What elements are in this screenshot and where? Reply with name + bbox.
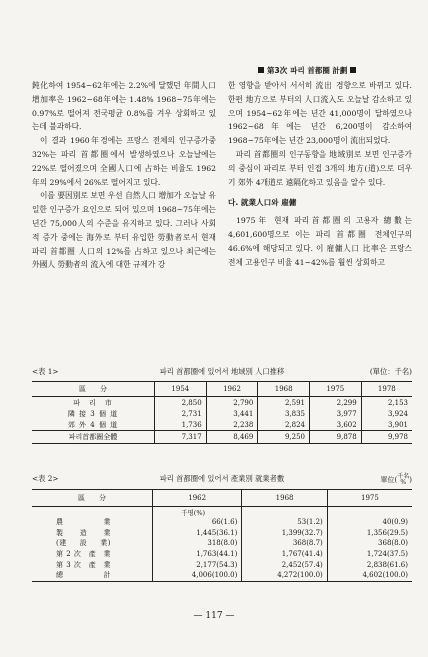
table2-unit	[381, 474, 412, 486]
table-cell: 1,445(36.1)	[153, 528, 242, 539]
table1-year-header: 1975	[310, 382, 362, 397]
label-part: 第 2 次	[56, 550, 82, 559]
table-cell: 7,317	[155, 431, 207, 444]
row-label	[32, 549, 153, 560]
label-part: 計	[103, 571, 111, 580]
row-label	[32, 570, 153, 581]
row-label	[32, 517, 153, 528]
table2	[32, 489, 412, 582]
table1-year-header: 1968	[258, 382, 310, 397]
table-cell: 9,978	[361, 431, 412, 444]
table-cell: 4,602(100.0)	[327, 570, 412, 581]
square-bullet-icon	[258, 67, 264, 73]
table2-unit-row	[32, 507, 412, 518]
table2-caption	[32, 474, 412, 486]
row-label: 隣 接 3 個 道	[67, 409, 119, 418]
table-cell: 3,924	[361, 408, 412, 419]
table-cell: 1,724(37.5)	[327, 549, 412, 560]
table-cell: 318(8.0)	[153, 538, 242, 549]
header-title: 파리 首都圈 計劃	[290, 65, 348, 75]
table1-title: 파리 首都圈에 있어서 地域別 人口推移	[159, 367, 285, 376]
unit-fraction	[397, 474, 409, 486]
table-row	[32, 570, 412, 581]
table-cell: 2,177(54.3)	[153, 559, 242, 570]
label-part: 業	[103, 560, 111, 569]
table1-year-header: 1962	[206, 382, 258, 397]
label-part: 設	[79, 539, 88, 548]
label-part: (建	[56, 539, 67, 548]
table-cell: 2,299	[310, 397, 362, 409]
table1-caption	[32, 367, 412, 379]
table-row	[32, 528, 412, 539]
table1-year-header: 1978	[361, 382, 412, 397]
chapter-label: 第3次	[267, 65, 288, 75]
running-header	[258, 64, 408, 76]
table-cell: 4,006(100.0)	[153, 570, 242, 581]
label-part: 業	[103, 528, 111, 537]
label-part: 第 3 次	[56, 560, 82, 569]
row-label: 파 리 市	[73, 398, 113, 407]
label-part: 總	[56, 571, 64, 580]
body-paragraph: 1975年 현재 파리首都圈의 고용자 總數는 4,601,600명으로 이는 파리 首都圈 전체인구의 46.6%에 해당되고 있다. 이 雇傭人口 比率은 프랑스 전체 고용인구 비율 41~42%를 훨씬 상회하고	[228, 216, 412, 267]
body-paragraph: 한 영향을 받아서 서서히 流出 경향으로 바뀌고 있다. 한편 地方으로 부터의 人口流入도 오늘날 감소하고 있으며 1954~62年에는 년간 41,000명이 달하였으나 1962~68年에는 년간 6,200명이 감소하여 1968~75年에는 년간 23,000명이 流出되었다.	[228, 81, 412, 146]
table-cell: 368(8.0)	[327, 538, 412, 549]
label-part: 業)	[100, 539, 111, 548]
row-label	[32, 559, 153, 570]
table1-label: <表 1>	[32, 367, 59, 376]
table2-title: 파리 首都圈에 있어서 產業別 就業者數	[159, 474, 285, 483]
table-row	[32, 549, 412, 560]
empty-cell	[327, 507, 412, 518]
table-cell: 2,452(57.4)	[242, 559, 327, 570]
table-cell: 40(0.9)	[327, 517, 412, 528]
table-cell: 8,469	[206, 431, 258, 444]
table-cell: 2,238	[206, 419, 258, 431]
table1	[32, 381, 412, 444]
table-row	[32, 538, 412, 549]
table-cell: 3,441	[206, 408, 258, 419]
label-part: 造	[79, 528, 88, 537]
table2-region-header: 區 分	[32, 490, 153, 507]
table1-unit: (單位：千名)	[369, 367, 412, 376]
row-label: 郊 外 4 個 道	[67, 420, 119, 429]
table-cell: 2,591	[258, 397, 310, 409]
unit-row-label: 千명(%)	[153, 507, 242, 518]
table-cell: 3,835	[258, 408, 310, 419]
table-cell: 2,850	[155, 397, 207, 409]
table-row	[32, 517, 412, 528]
section-subheading: 다. 就業人口와 雇傭	[228, 198, 297, 208]
table2-year-header: 1962	[153, 490, 242, 507]
body-paragraph: 이 결과 1960年경에는 프랑스 전체의 인구증가중 32%는 파리 首都圈에서 발생하였으나 오늘날에는 22%로 떨어졌으며 全國人口에 占하는 비율도 1962年의 29%에서 26%로 떨어지고 있다.	[32, 136, 216, 187]
row-label	[32, 528, 153, 539]
table-cell: 3,977	[310, 408, 362, 419]
unit-suffix: )	[409, 476, 412, 484]
label-part: 業	[103, 518, 111, 527]
body-paragraph: 鈍化하여 1954~62年에는 2.2%에 달했던 年間人口 增加率은 1962~68年에는 1.48% 1968~75年에는 0.97%로 떨어져 전국평균 0.8%를 겨우 상회하고 있는데 불과하다.	[32, 81, 216, 132]
row-label: 파리首都圈全體	[32, 431, 155, 444]
table-cell: 9,878	[310, 431, 362, 444]
table2-label: <表 2>	[32, 474, 59, 483]
left-column	[32, 79, 216, 272]
table1-region-header: 區 分	[32, 382, 155, 397]
table-cell: 1,356(29.5)	[327, 528, 412, 539]
table-cell: 4,272(100.0)	[242, 570, 327, 581]
label-part: 農	[56, 518, 64, 527]
page-number: — 117 —	[193, 611, 235, 621]
table-cell: 53(1.2)	[242, 517, 327, 528]
table-cell: 2,824	[258, 419, 310, 431]
table-total-row	[32, 431, 412, 444]
table-cell: 9,250	[258, 431, 310, 444]
label-part: 製	[56, 528, 64, 537]
label-part: 產	[88, 560, 97, 569]
body-paragraph: 이를 要因別로 보면 우선 自然人口 增加가 오늘날 유일한 인구증가 요인으로 되어 있으며 1968~75年에는 년간 75,000人의 수준을 유지하고 있다. 그러나 사회적 증가 중에는 海外로 부터 유입한 勞動者로서 현재 파리 首都圈 人口의 12%를 占하고 있으나 최근에는 外國人 勞動者의 流入에 대한 규제가 강	[32, 191, 216, 270]
table-row	[32, 408, 412, 419]
table1-header-row	[32, 382, 412, 397]
table-cell: 1,767(41.4)	[242, 549, 327, 560]
empty-cell	[242, 507, 327, 518]
table-cell: 1,736	[155, 419, 207, 431]
table-cell: 1,399(32.7)	[242, 528, 327, 539]
table-row	[32, 419, 412, 431]
right-column	[228, 79, 412, 269]
table-cell: 368(8.7)	[242, 538, 327, 549]
table-row	[32, 397, 412, 409]
label-part: 業	[103, 550, 111, 559]
table-row	[32, 559, 412, 570]
table2-year-header: 1975	[327, 490, 412, 507]
unit-top: 千名	[397, 473, 410, 480]
table1-year-header: 1954	[155, 382, 207, 397]
table-cell: 2,838(61.6)	[327, 559, 412, 570]
unit-bottom: %	[400, 479, 407, 486]
table-cell: 2,153	[361, 397, 412, 409]
table2-header-row	[32, 490, 412, 507]
unit-prefix: 單位(	[380, 476, 398, 484]
table-cell: 2,731	[155, 408, 207, 419]
empty-cell	[32, 507, 153, 518]
label-part: 產	[88, 550, 97, 559]
table-cell: 3,602	[310, 419, 362, 431]
body-paragraph: 파리 首都圈의 인구동향을 地域別로 보면 인구증가의 중심이 파리로 부터 인접 3개의 地方(道)으로 더우기 郊外 4개道로 遠隔化하고 있음을 알수 있다.	[228, 149, 412, 187]
square-bullet-icon	[350, 67, 356, 73]
table-cell: 2,790	[206, 397, 258, 409]
table-cell: 3,901	[361, 419, 412, 431]
table-cell: 1,763(44.1)	[153, 549, 242, 560]
row-label	[32, 538, 153, 549]
table-cell: 66(1.6)	[153, 517, 242, 528]
table2-year-header: 1968	[242, 490, 327, 507]
